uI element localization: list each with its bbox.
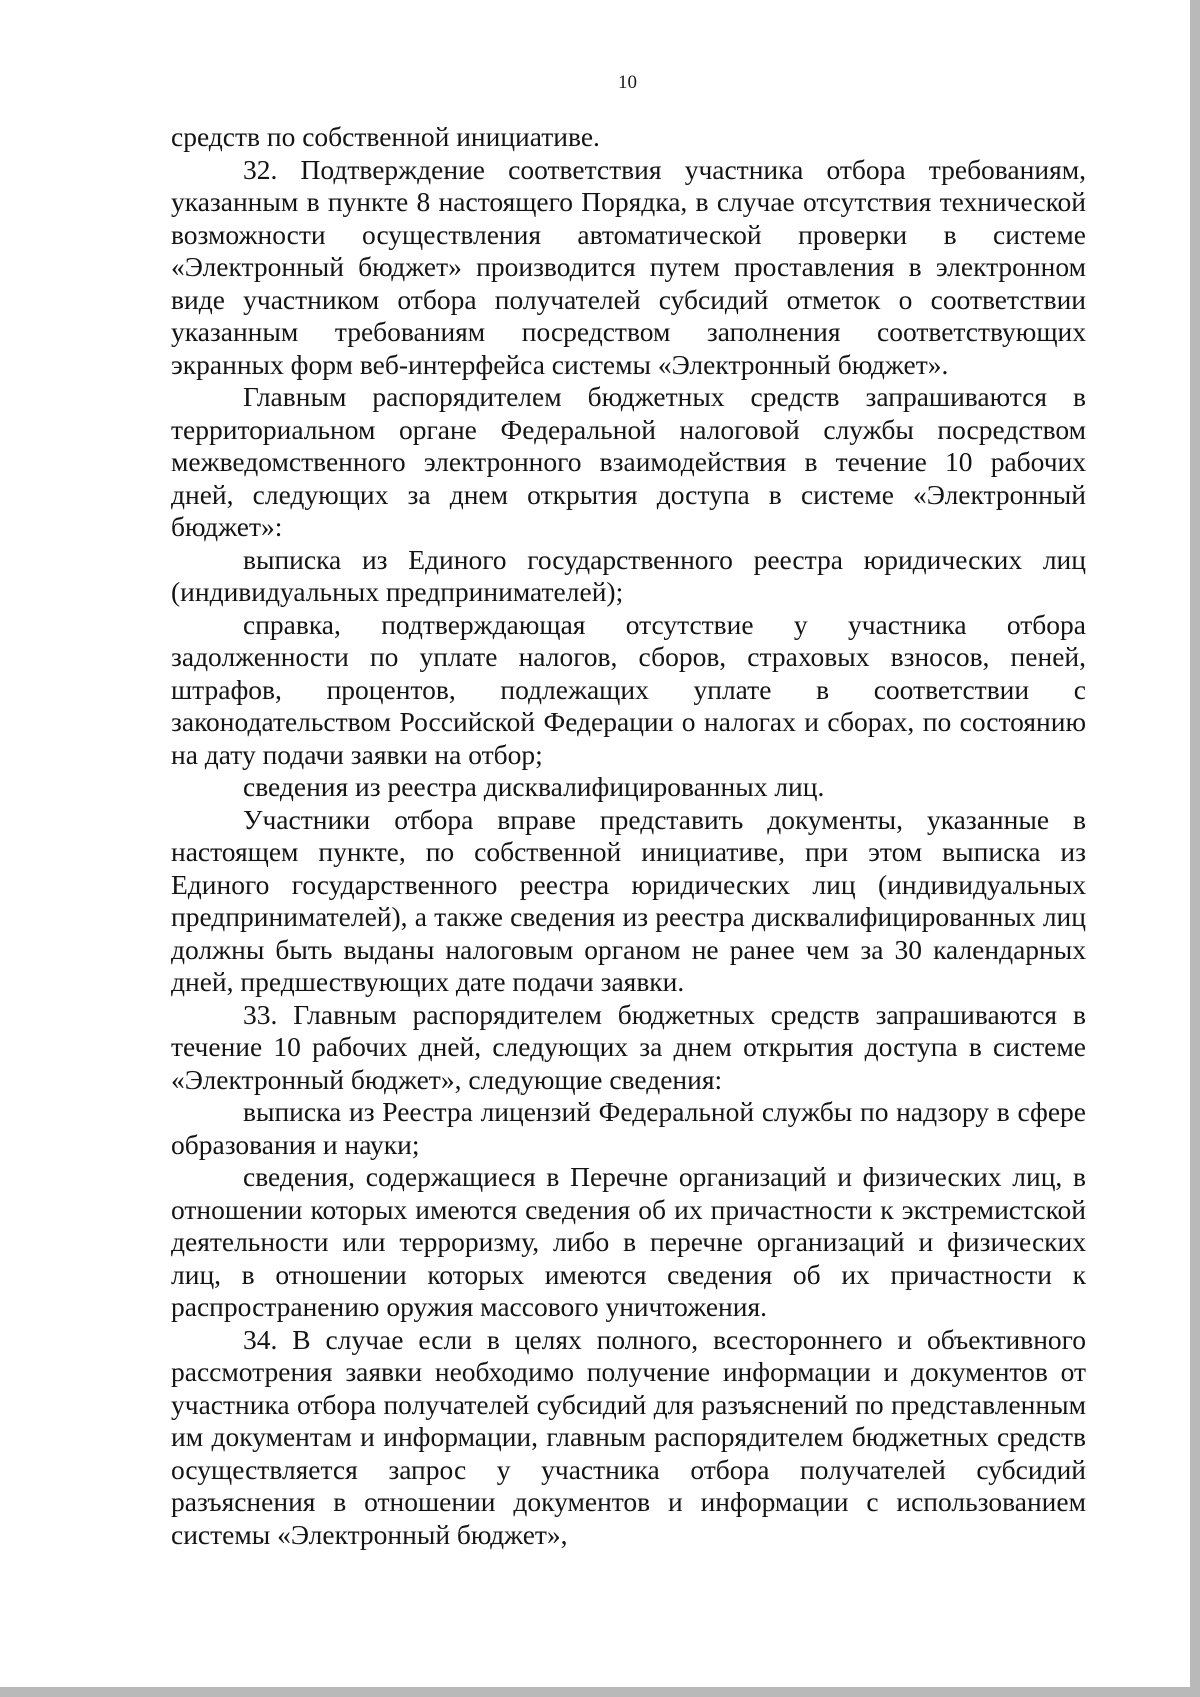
paragraph-item-33: 33. Главным распорядителем бюджетных средств запрашиваются в течение 10 рабочих дней, следующих за днем открытия доступа в системе «Электронный бюджет», следующие сведения: [171, 998, 1086, 1095]
paragraph-egrul-extract: выписка из Единого государственного реестра юридических лиц (индивидуальных предпринимателей); [171, 543, 1086, 607]
paragraph-extremism-list: сведения, содержащиеся в Перечне организаций и физических лиц, в отношении которых имеются сведения об их причастности к экстремистской деятельности или терроризму, либо в перечне организаций и физических лиц, в отношении которых имеются сведения об их причастности к распространению оружия массового уничтожения. [171, 1161, 1086, 1322]
paragraph-license-registry: выписка из Реестра лицензий Федеральной службы по надзору в сфере образования и науки; [171, 1096, 1086, 1160]
document-body [171, 121, 1086, 1551]
paragraph-item-34: 34. В случае если в целях полного, всестороннего и объективного рассмотрения заявки необходимо получение информации и документов от участника отбора получателей субсидий для разъяснений по представленным им документам и информации, главным распорядителем бюджетных средств осуществляется запрос у участника отбора получателей субсидий разъяснения в отношении документов и информации с использованием системы «Электронный бюджет», [171, 1323, 1086, 1550]
paragraph-own-initiative: Участники отбора вправе представить документы, указанные в настоящем пункте, по собственной инициативе, при этом выписка из Единого государственного реестра юридических лиц (индивидуальных предпринимателей), а также сведения из реестра дисквалифицированных лиц должны быть выданы налоговым органом не ранее чем за 30 календарных дней, предшествующих дате подачи заявки. [171, 803, 1086, 997]
paragraph-tax-certificate: справка, подтверждающая отсутствие у участника отбора задолженности по уплате налогов, сборов, страховых взносов, пеней, штрафов, процентов, подлежащих уплате в соответствии с законодательством Российской Федерации о налогах и сборах, по состоянию на дату подачи заявки на отбор; [171, 608, 1086, 770]
paragraph-disqualified-registry: сведения из реестра дисквалифицированных лиц. [243, 771, 825, 802]
paragraph-fns-request: Главным распорядителем бюджетных средств запрашиваются в территориальном органе Федеральной налоговой службы посредством межведомственного электронного взаимодействия в течение 10 рабочих дней, следующих за днем открытия доступа в системе «Электронный бюджет»: [171, 381, 1086, 542]
paragraph-item-32: 32. Подтверждение соответствия участника отбора требованиям, указанным в пункте 8 настоящего Порядка, в случае отсутствия технической возможности осуществления автоматической проверки в системе «Электронный бюджет» производится путем проставления в электронном виде участником отбора получателей субсидий отметок о соответствии указанным требованиям посредством заполнения соответствующих экранных форм веб-интерфейса системы «Электронный бюджет». [171, 153, 1086, 380]
page-number: 10 [618, 72, 637, 93]
paragraph-continuation: средств по собственной инициативе. [171, 121, 600, 152]
